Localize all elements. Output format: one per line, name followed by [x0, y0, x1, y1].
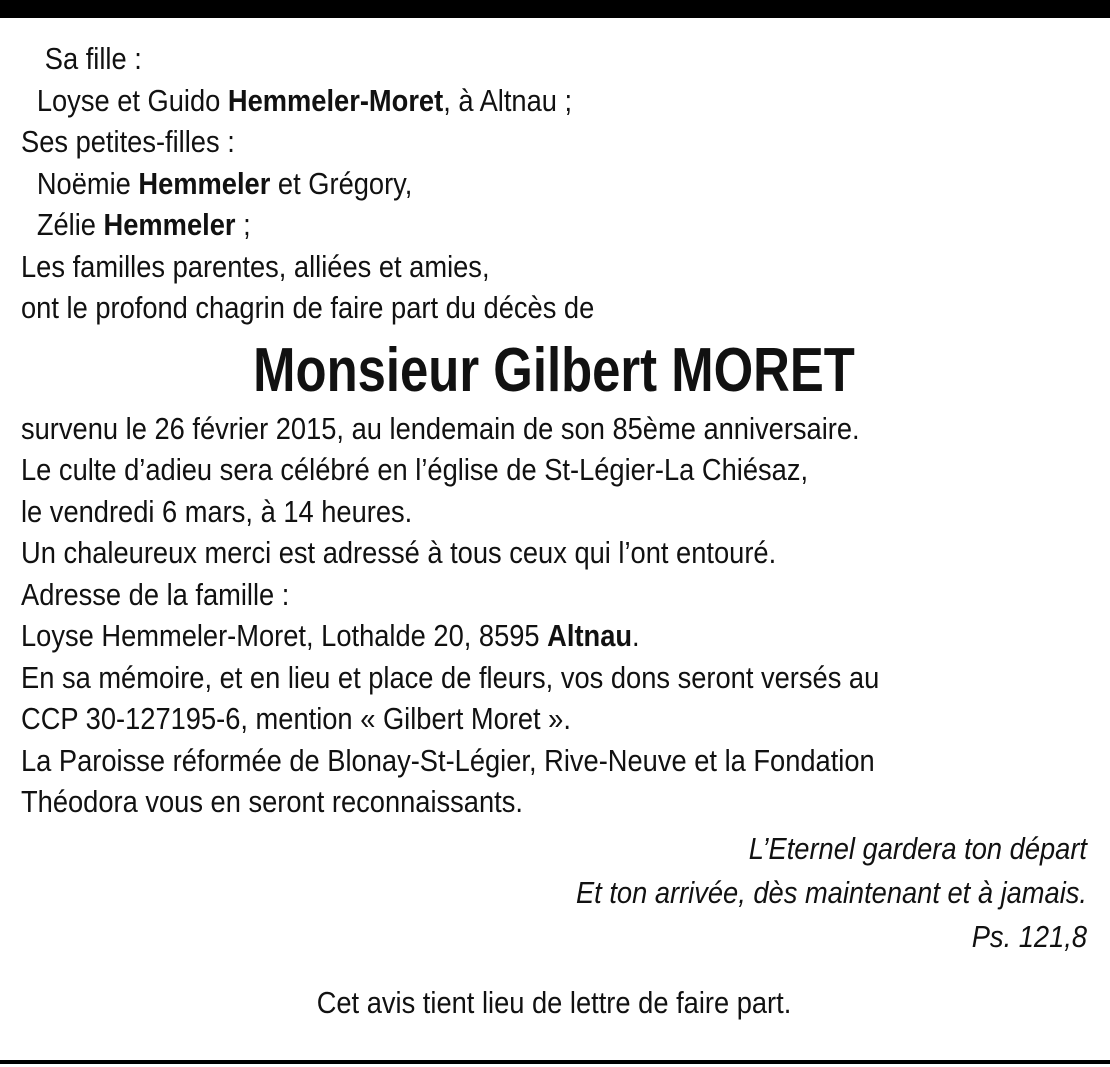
granddaughter-2-first: Zélie [36, 207, 104, 242]
granddaughter-1-first: Noëmie [36, 165, 139, 201]
body-line-donations: En sa mémoire, et en lieu et place de fleurs, vos dons seront versés au [21, 659, 880, 695]
address-punct: . [632, 618, 640, 653]
footer-note: Cet avis tient lieu de lettre de faire part. [316, 984, 792, 1020]
body-line-address-heading: Adresse de la famille : [21, 576, 290, 612]
daughter-heading: Sa fille : [44, 41, 142, 76]
daughter-line [21, 80, 959, 122]
body-line-ccp: CCP 30-127195-6, mention « Gilbert Moret ». [21, 701, 571, 736]
daughter-location: , à Altnau ; [443, 82, 573, 118]
body-line-thanks: Un chaleureux merci est adressé à tous ceux qui l’ont entouré. [21, 535, 777, 570]
address-city: Altnau [547, 618, 633, 653]
body-line-service: Le culte d’adieu sera célébré en l’église de St-Légier-La Chiésaz, [21, 452, 809, 487]
announcement-line: ont le profond chagrin de faire part du décès de [21, 290, 595, 325]
granddaughter-line-2 [21, 204, 959, 246]
verse-line-2: Et ton arrivée, dès maintenant et à jamais. [575, 874, 1087, 910]
verse-line-1: L’Eternel gardera ton départ [748, 830, 1087, 866]
daughter-first-names: Loyse et Guido [36, 82, 228, 118]
granddaughter-2-punct: ; [235, 207, 251, 242]
daughter-surname: Hemmeler-Moret [227, 82, 444, 118]
body-line-gratitude: Théodora vous en seront reconnaissants. [21, 784, 523, 819]
body-line-date: survenu le 26 février 2015, au lendemain de son 85ème anniversaire. [21, 410, 860, 446]
bottom-rule [0, 1060, 1110, 1064]
body-line-parish: La Paroisse réformée de Blonay-St-Légier, Rive-Neuve et la Fondation [21, 742, 875, 778]
death-notice [21, 38, 1087, 1023]
body-line-time: le vendredi 6 mars, à 14 heures. [21, 493, 413, 529]
relatives-line: Les familles parentes, alliées et amies, [21, 248, 490, 284]
body-line-address [21, 615, 959, 657]
granddaughter-1-partner: et Grégory, [270, 165, 413, 201]
address-street: Loyse Hemmeler-Moret, Lothalde 20, 8595 [21, 618, 548, 653]
granddaughter-1-surname: Hemmeler [138, 165, 271, 201]
deceased-name: Monsieur Gilbert MORET [253, 335, 855, 405]
top-rule [0, 0, 1110, 18]
granddaughters-heading: Ses petites-filles : [21, 124, 235, 159]
verse-reference: Ps. 121,8 [971, 918, 1087, 954]
granddaughter-line-1 [21, 163, 959, 205]
granddaughter-2-surname: Hemmeler [103, 207, 236, 242]
